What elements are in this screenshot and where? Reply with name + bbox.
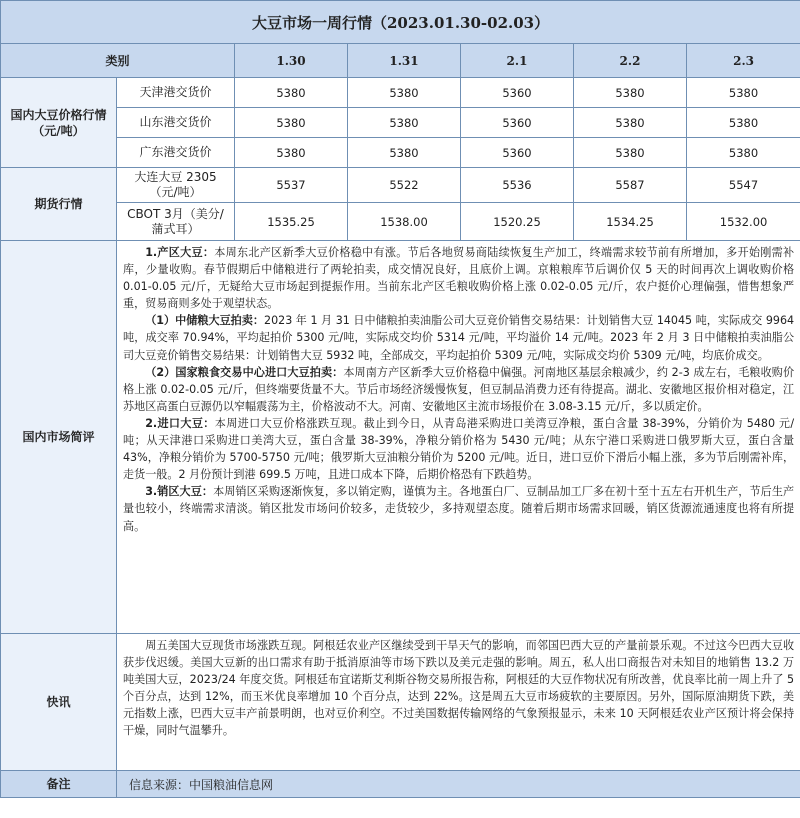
comment-paragraph [123,415,794,483]
footer-row [1,771,800,798]
domestic-comment-label: 国内市场简评 [1,241,117,634]
date-header: 1.31 [348,44,461,78]
date-header: 1.30 [235,44,348,78]
futures-cell: 1534.25 [574,203,687,241]
futures-cell: 1538.00 [348,203,461,241]
table-row [1,78,800,108]
comment-paragraph [123,244,794,312]
futures-cell: 1520.25 [461,203,574,241]
category-header: 类别 [1,44,235,78]
row-label: 山东港交货价 [117,108,235,138]
row-label: 广东港交货价 [117,138,235,168]
row-label: 天津港交货价 [117,78,235,108]
comment-heading: （2）国家粮食交易中心进口大豆拍卖： [145,365,344,379]
comment-paragraph [123,483,794,534]
price-cell: 5380 [348,108,461,138]
futures-cell: 1532.00 [687,203,800,241]
comment-row [1,241,800,634]
futures-cell: 5537 [235,168,348,203]
page-title: 大豆市场一周行情（2023.01.30-02.03） [1,1,800,44]
price-cell: 5360 [461,138,574,168]
row-label: 大连大豆 2305（元/吨） [117,168,235,203]
price-cell: 5380 [574,78,687,108]
header-row [1,44,800,78]
news-row [1,634,800,771]
table-row [1,138,800,168]
domestic-comment-body [117,241,800,634]
comment-text: 2023 年 1 月 31 日中储粮拍卖油脂公司大豆竞价销售交易结果：计划销售大豆 14045 吨，实际成交 9964 吨，成交率 70.94%，平均起拍价 5300 元/吨，实际成交均价 5314 元/吨，平均溢价 14 元/吨。2023 年 2 月 3 日中储粮拍卖油脂公司大豆竞价销售交易结果：计划销售大豆 5932 吨，全部成交，平均起拍价 5309 元/吨，实际成交均价 5309 元/吨，均底价成交。 [123,314,795,362]
price-cell: 5380 [235,78,348,108]
comment-text: 本周东北产区新季大豆价格稳中有涨。节后各地贸易商陆续恢复生产加工，终端需求较节前有所增加，多开始刚需补库，少量收购。春节假期后中储粮进行了两轮拍卖，成交情况良好，且底价上调。京粮粮库节后调价仅 5 天的时间再次上调收购价格 0.01-0.05 元/斤，无疑给大豆市场起到提振作用。当前东北产区毛粮收购价格上涨 0.02-0.05 元/斤，农户挺价心理偏强，惜售想象严重，贸易商则多处于观望状态。 [123,246,795,311]
date-header: 2.2 [574,44,687,78]
source-note: 信息来源：中国粮油信息网 [117,771,800,798]
comment-heading: （1）中储粮大豆拍卖： [145,314,265,328]
comment-heading: 2.进口大豆： [145,416,215,430]
table-row [1,168,800,203]
price-cell: 5380 [348,138,461,168]
price-cell: 5360 [461,108,574,138]
price-cell: 5380 [348,78,461,108]
futures-cell: 5547 [687,168,800,203]
price-cell: 5380 [235,108,348,138]
news-body [117,634,800,771]
news-label: 快讯 [1,634,117,771]
comment-paragraph [123,312,794,363]
price-cell: 5360 [461,78,574,108]
comment-paragraph [123,364,794,415]
table-row [1,203,800,241]
futures-label: 期货行情 [1,168,117,241]
futures-cell: 5536 [461,168,574,203]
comment-text: 本周进口大豆价格涨跌互现。截止到今日，从青岛港采购进口美湾豆净粮，蛋白含量 38-39%，分销价为 5480 元/吨；从天津港口采购进口美湾大豆，蛋白含量 38-39%，净粮分销价格为 5430 元/吨；从东宁港口采购进口俄罗斯大豆，蛋白含量 43%，净粮分销价为 5700-5750 元/吨；俄罗斯大豆油粮分销价为 5200 元/吨。近日，进口豆价下滑后小幅上涨，多为节后刚需补库，走货一般。2 月份预计到港 699.5 万吨，且进口成本下降，后期价格恐有下跌趋势。 [123,416,795,482]
price-cell: 5380 [235,138,348,168]
price-cell: 5380 [687,78,800,108]
futures-cell: 1535.25 [235,203,348,241]
comment-heading: 1.产区大豆： [145,246,215,259]
price-cell: 5380 [574,138,687,168]
comment-text: 本周销区采购逐渐恢复，多以销定购，谨慎为主。各地蛋白厂、豆制品加工厂多在初十至十五左右开机生产，节后生产量也较小，终端需求清淡。销区批发市场问价较多，走货较少，多持观望态度。随着后期市场需求回暖，销区货源流通速度也将有所提高。 [123,485,795,533]
domestic-price-label: 国内大豆价格行情（元/吨） [1,78,117,168]
date-header: 2.1 [461,44,574,78]
comment-heading: 3.销区大豆： [145,485,214,499]
price-cell: 5380 [687,108,800,138]
price-cell: 5380 [687,138,800,168]
footer-label: 备注 [1,771,117,798]
futures-cell: 5587 [574,168,687,203]
row-label: CBOT 3月（美分/蒲式耳） [117,203,235,241]
futures-cell: 5522 [348,168,461,203]
date-header: 2.3 [687,44,800,78]
news-text: 周五美国大豆现货市场涨跌互现。阿根廷农业产区继续受到干旱天气的影响，而邻国巴西大豆的产量前景乐观。不过这今巴西大豆收获步伐迟缓。美国大豆新的出口需求有助于抵消原油等市场下跌以及美元走强的影响。周五，私人出口商报告对未知目的地销售 13.2 万吨美国大豆，2023/24 年度交货。阿根廷布宜诺斯艾利斯谷物交易所报告称，阿根廷的大豆作物状况有所改善，优良率比前一周上升了 5 个百分点，达到 12%，而玉米优良率增加 10 个百分点，达到 22%。这是周五大豆市场疲软的主要原因。另外，国际原油期货下跌，美元指数上涨，巴西大豆丰产前景明朗，也对豆价利空。不过美国数据传输网络的气象预报显示，未来 10 天阿根廷农业产区预计将会保持干燥，同时气温攀升。 [123,639,795,738]
table-row [1,108,800,138]
price-cell: 5380 [574,108,687,138]
comment-text: 本周南方产区新季大豆价格稳中偏强。河南地区基层余粮减少，约 2-3 成左右，毛粮收购价格上涨 0.02-0.05 元/斤，但终端要货量不大。节后市场经济缓慢恢复，但豆制品消费力还有待提高。湖北、安徽地区报价相对稳定，江苏地区高蛋白豆源仍以窄幅震荡为主，价格波动不大。河南、安徽地区主流市场报价在 3.08-3.15 元/斤，多以质定价。 [123,365,795,413]
